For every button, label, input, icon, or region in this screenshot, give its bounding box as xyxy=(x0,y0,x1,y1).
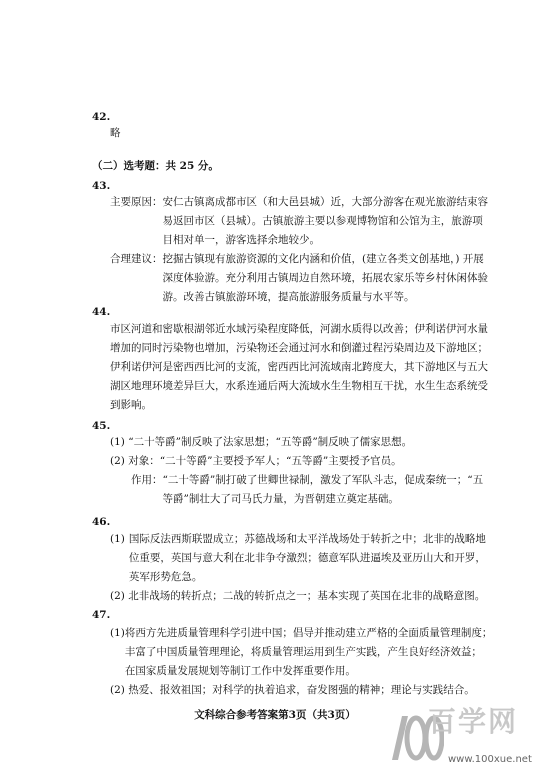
text-line: 丰富了中国质量管理理论，将质量管理运用到生产实践，产生良好经济效益； xyxy=(124,646,482,658)
watermark-url: www.100xue.net xyxy=(448,754,532,765)
question-number-46: 46. xyxy=(92,516,111,528)
reason-label: 主要原因： xyxy=(110,196,163,208)
answer-45-item1: (1) “二十等爵”制反映了法家思想；“五等爵”制反映了儒家思想。 xyxy=(110,436,413,448)
answer-44 xyxy=(110,320,530,415)
question-number-45: 45. xyxy=(92,420,111,432)
answer-43-suggestion xyxy=(110,250,520,307)
text-line: 在国家质量发展规划等制订工作中发挥重要作用。 xyxy=(124,665,356,677)
watermark-brand: 百学网 xyxy=(428,705,519,738)
text-line: 湖区地理环境差异巨大，水系连通后两大流域水生生物相互干扰，水生生态系统受 xyxy=(110,380,488,392)
question-number-47: 47. xyxy=(92,609,111,621)
watermark xyxy=(384,706,532,768)
answer-42: 略 xyxy=(110,127,121,139)
section-title: （二）选考题：共 25 分。 xyxy=(92,160,219,172)
question-number-43: 43. xyxy=(92,180,111,192)
text-line: 深度体验游。充分利用古镇周边自然环境，拓展农家乐等乡村休闲体验 xyxy=(162,272,488,284)
text-line: 位重要，英国与意大利在北非争夺激烈；德意军队进逼埃及亚历山大和开罗， xyxy=(128,552,486,564)
text-line: 市区河道和密歇根湖邻近水域污染程度降低，河湖水质得以改善；伊利诺伊河水量 xyxy=(110,323,488,335)
text-line: 安仁古镇离成都市区（和大邑县城）近，大部分游客在观光旅游结束容 xyxy=(162,196,488,208)
item-label: (1) xyxy=(110,627,125,639)
text-line: 英军形势危急。 xyxy=(128,571,203,583)
text-line: 等爵”制壮大了司马氏力量，为晋朝建立奠定基础。 xyxy=(162,493,399,505)
answer-46-item2: (2) 北非战场的转折点；二战的转折点之一；基本实现了英国在北非的战略意图。 xyxy=(110,590,486,602)
suggestion-label: 合理建议： xyxy=(110,253,163,265)
text-line: 易返回市区（县城）。古镇旅游主要以参观博物馆和公馆为主，旅游项 xyxy=(162,215,483,227)
effect-label: 作用： xyxy=(131,474,163,486)
text-line: 目相对单一，游客选择余地较少。 xyxy=(162,234,320,246)
item-label: (1) xyxy=(110,533,125,545)
answer-46-item1 xyxy=(110,530,530,587)
page-footer: 文科综合参考答案第3页（共3页） xyxy=(194,709,356,721)
text-line: 游。改善古镇旅游环境，提高旅游服务质量与水平等。 xyxy=(162,291,415,303)
text-line: 国际反法西斯联盟成立；苏德战场和太平洋战场处于转折之中；北非的战略地 xyxy=(128,533,486,545)
question-number-42: 42. xyxy=(92,111,111,123)
text-line: 伊利诺伊河是密西西比河的支流，密西西比河流域南北跨度大，其下游地区与五大 xyxy=(110,361,488,373)
answer-45-item2: (2) 对象：“二十等爵”主要授予军人；“五等爵”主要授予官员。 xyxy=(110,455,402,467)
text-line: 将西方先进质量管理科学引进中国；倡导并推动建立严格的全面质量管理制度； xyxy=(124,627,493,639)
answer-43-reason xyxy=(110,193,520,250)
text-line: 挖掘古镇现有旅游资源的文化内涵和价值，(建立各类文创基地，) 开展 xyxy=(162,253,484,265)
answer-47-item2: (2) 热爱、报效祖国；对科学的执着追求，奋发图强的精神；理论与实践结合。 xyxy=(110,684,475,696)
text-line: “二十等爵”制打破了世卿世禄制，激发了军队斗志，促成秦统一；“五 xyxy=(162,474,484,486)
question-number-44: 44. xyxy=(92,306,111,318)
text-line: 到影响。 xyxy=(110,399,152,411)
text-line: 增加的同时污染物也增加，污染物还会通过河水和倒灌过程污染周边及下游地区； xyxy=(110,342,488,354)
answer-45-effect xyxy=(131,471,531,509)
answer-47-item1 xyxy=(110,624,530,681)
